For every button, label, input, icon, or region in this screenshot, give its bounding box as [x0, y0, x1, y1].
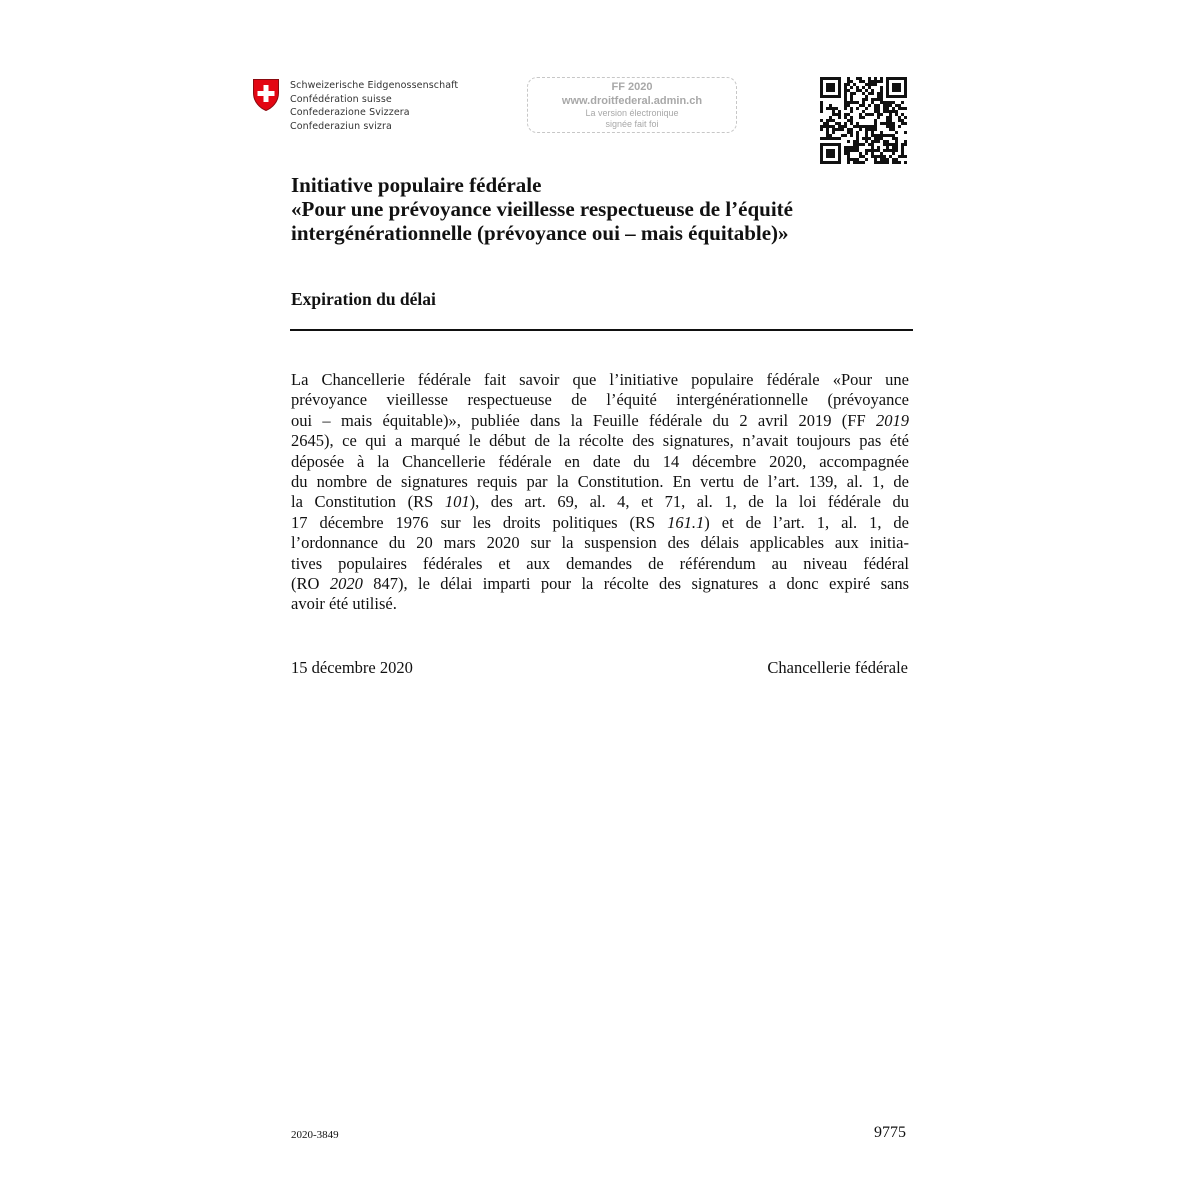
stamp-note-line1: La version électronique: [585, 108, 679, 118]
body-line: [291, 492, 909, 512]
body-paragraph: [291, 370, 909, 615]
body-line: [291, 574, 909, 594]
body-reference-italic: 101: [444, 492, 470, 512]
title-line: Initiative populaire fédérale: [291, 173, 542, 197]
org-name-de: Schweizerische Eidgenossenschaft: [290, 80, 459, 91]
body-text-run: l’ordonnance du 20 mars 2020 sur la suspension des délais applicables aux initia-: [291, 533, 909, 553]
body-text-run: prévoyance vieillesse respectueuse de l’équité intergénérationnelle (prévoyance: [291, 390, 909, 410]
body-text-run: tives populaires fédérales et aux demandes de référendum au niveau fédéral: [291, 553, 909, 573]
federal-logo: [252, 78, 458, 133]
body-line: [291, 594, 909, 614]
body-text-run: la Constitution (RS: [291, 492, 445, 512]
body-line: [291, 533, 909, 553]
org-name-fr: Confédération suisse: [290, 93, 392, 105]
body-line: [291, 370, 909, 390]
body-text-run: oui – mais équitable)», publiée dans la Feuille fédérale du 2 avril 2019 (FF: [291, 410, 876, 430]
org-name-rm: Confederaziun svizra: [290, 120, 392, 132]
title-line: intergénérationnelle (prévoyance oui – mais équitable)»: [291, 221, 789, 245]
document-title: [291, 173, 921, 245]
qr-code-icon: [820, 77, 907, 164]
publication-date: 15 décembre 2020: [291, 658, 413, 677]
document-reference: 2020-3849: [291, 1129, 339, 1141]
body-line: [291, 411, 909, 431]
issuing-authority: Chancellerie fédérale: [767, 658, 908, 677]
body-reference-italic: 2019: [876, 410, 909, 430]
org-name-it: Confederazione Svizzera: [290, 107, 410, 119]
body-line: [291, 431, 909, 451]
body-line: [291, 452, 909, 472]
body-text-run: 847), le délai imparti pour la récolte des signatures a donc expiré sans: [362, 574, 909, 594]
body-text-run: ) et de l’art. 1, al. 1, de: [704, 512, 909, 532]
swiss-cross-shield-icon: [252, 78, 280, 112]
body-line: [291, 390, 909, 410]
organisation-names: [290, 79, 458, 133]
body-text-run: (RO: [291, 574, 330, 594]
heading-rule: [290, 329, 913, 331]
body-text-run: 17 décembre 1976 sur les droits politiques (RS: [291, 512, 668, 532]
stamp-url: www.droitfederal.admin.ch: [561, 95, 703, 107]
stamp-note-line2: signée fait foi: [605, 119, 659, 129]
publication-stamp: [527, 77, 737, 133]
body-reference-italic: 161.1: [667, 512, 705, 532]
body-text-run: La Chancellerie fédérale fait savoir que l’initiative populaire fédérale «Pour une: [291, 370, 909, 389]
body-text-run: du nombre de signatures requis par la Constitution. En vertu de l’art. 139, al. 1, de: [291, 472, 909, 492]
section-heading: Expiration du délai: [291, 289, 436, 309]
body-text-run: ), des art. 69, al. 4, et 71, al. 1, de la loi fédérale du: [469, 492, 910, 512]
stamp-reference: FF 2020: [611, 81, 653, 93]
body-text-run: déposée à la Chancellerie fédérale en date du 14 décembre 2020, accompagnée: [291, 451, 909, 471]
body-line: [291, 472, 909, 492]
page-number: 9775: [874, 1124, 906, 1141]
title-line: «Pour une prévoyance vieillesse respectueuse de l’équité: [291, 197, 793, 221]
body-reference-italic: 2020: [329, 574, 363, 594]
body-line: [291, 513, 909, 533]
body-text-run: 2645), ce qui a marqué le début de la récolte des signatures, n’avait toujours pas été: [291, 431, 909, 451]
body-line: [291, 554, 909, 574]
body-text-run: avoir été utilisé.: [291, 594, 397, 614]
